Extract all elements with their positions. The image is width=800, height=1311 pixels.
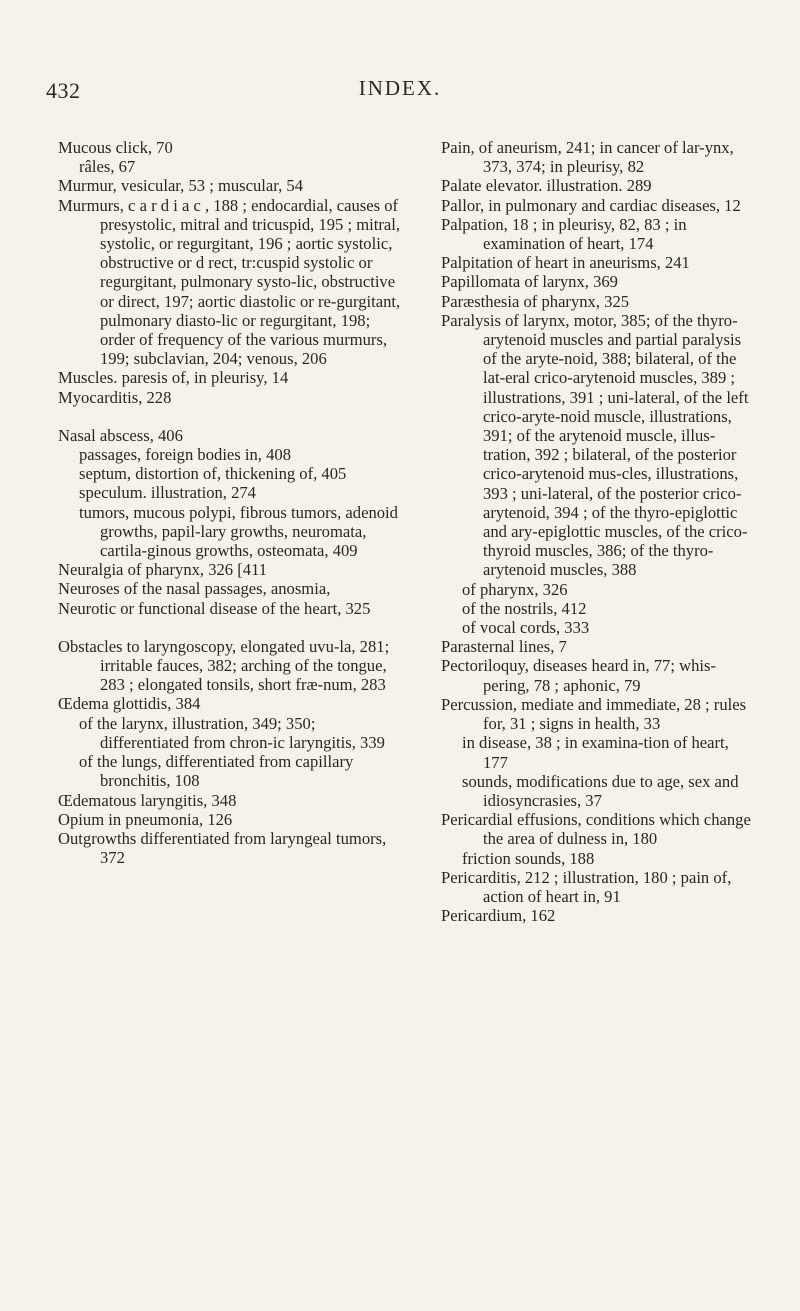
index-entry: of pharynx, 326 <box>462 579 568 599</box>
index-entry: sounds, modifications due to age, sex and idiosyncrasies, 37 <box>462 771 739 810</box>
index-entry: Pericardial effusions, conditions which change the area of dulness in, 180 <box>441 810 751 849</box>
index-entry: Nasal abscess, 406 <box>58 425 183 445</box>
index-entry: Neuralgia of pharynx, 326 [411 <box>58 560 268 580</box>
index-entry: Percussion, mediate and immediate, 28 ; rules for, 31 ; signs in health, 33 <box>441 694 747 734</box>
index-entry: septum, distortion of, thickening of, 405 <box>79 464 347 484</box>
index-entry: Parasternal lines, 7 <box>441 637 567 657</box>
index-entry: Paralysis of larynx, motor, 385; of the thyro-arytenoid muscles and partial paralysis of the aryte-noid, 388; bilateral, of the lat-eral crico-arytenoid muscles, 389 ; illustrations, 391 ; uni-lateral, of the left crico-aryte-noid muscle, illustrations, 391; of the arytenoid muscle, illus-tration, 392 ; bilateral, of the posterior crico-arytenoid mus-cles, illustrations, 393 ; uni-lateral, of the posterior crico-arytenoid, 394 ; of the thyro-epiglottic and ary-epiglottic muscles, of the crico-thyroid muscles, 386; of the thyro-arytenoid muscles, 388 <box>441 310 749 580</box>
index-entry: Pallor, in pulmonary and cardiac diseases, 12 <box>441 195 741 215</box>
index-entry: Palpation, 18 ; in pleurisy, 82, 83 ; in examination of heart, 174 <box>441 214 687 254</box>
index-entry: passages, foreign bodies in, 408 <box>79 445 291 465</box>
index-entry: Paræsthesia of pharynx, 325 <box>441 291 630 311</box>
index-entry: of the lungs, differentiated from capillary bronchitis, 108 <box>79 752 354 791</box>
index-entry: Muscles. paresis of, in pleurisy, 14 <box>58 368 289 388</box>
index-entry: Neuroses of the nasal passages, anosmia, <box>58 579 331 599</box>
index-entry: râles, 67 <box>79 157 136 177</box>
page-number: 432 <box>46 78 81 103</box>
index-entry: Opium in pneumonia, 126 <box>58 809 233 829</box>
index-entry: friction sounds, 188 <box>462 848 595 868</box>
index-entry: Obstacles to laryngoscopy, elongated uvu-la, 281; irritable fauces, 382; arching of the tongue, 283 ; elongated tonsils, short fræ-num, 283 <box>58 636 390 695</box>
running-head: INDEX. <box>358 76 442 100</box>
index-entry: Pericarditis, 212 ; illustration, 180 ; pain of, action of heart in, 91 <box>441 867 732 906</box>
index-entry: Murmur, vesicular, 53 ; muscular, 54 <box>58 176 304 196</box>
index-entry: of vocal cords, 333 <box>462 618 590 638</box>
index-entry: Œdematous laryngitis, 348 <box>58 790 237 810</box>
index-entry: Palpitation of heart in aneurisms, 241 <box>441 253 690 273</box>
right-column <box>441 138 753 925</box>
index-entry: of the nostrils, 412 <box>462 598 587 618</box>
index-entry: Mucous click, 70 <box>58 138 173 157</box>
index-entry: Myocarditis, 228 <box>58 387 172 407</box>
index-entry: Outgrowths differentiated from laryngeal tumors, 372 <box>58 828 387 868</box>
index-entry: Œdema glottidis, 384 <box>58 694 201 714</box>
index-entry: Papillomata of larynx, 369 <box>441 272 618 292</box>
index-entry: speculum. illustration, 274 <box>79 483 256 503</box>
index-entry: in disease, 38 ; in examina-tion of heart, 177 <box>462 733 729 772</box>
index-entry: Murmurs, c a r d i a c , 188 ; endocardial, causes of presystolic, mitral and tricuspid, 195 ; mitral, systolic, or regurgitant, 196 ; aortic systolic, obstructive or d rect, tr:cuspid systolic or regurgitant, pulmonary systo-lic, obstructive or direct, 197; aortic diastolic or re-gurgitant, pulmonary diasto-lic or regurgitant, 198; order of frequency of the various murmurs, 199; subclavian, 204; venous, 206 <box>58 195 401 369</box>
index-entry: Palate elevator. illustration. 289 <box>441 176 652 196</box>
index-entry: tumors, mucous polypi, fibrous tumors, adenoid growths, papil-lary growths, neuromata, cartila-ginous growths, osteomata, 409 <box>79 502 398 561</box>
index-entry: Pain, of aneurism, 241; in cancer of lar-ynx, 373, 374; in pleurisy, 82 <box>441 138 734 177</box>
index-entry: Pericardium, 162 <box>441 906 556 926</box>
index-entry: Neurotic or functional disease of the heart, 325 <box>58 598 371 618</box>
left-column <box>58 138 408 867</box>
index-entry: of the larynx, illustration, 349; 350; differentiated from chron-ic laryngitis, 339 <box>79 713 385 752</box>
index-entry: Pectoriloquy, diseases heard in, 77; whis-pering, 78 ; aphonic, 79 <box>441 656 716 695</box>
